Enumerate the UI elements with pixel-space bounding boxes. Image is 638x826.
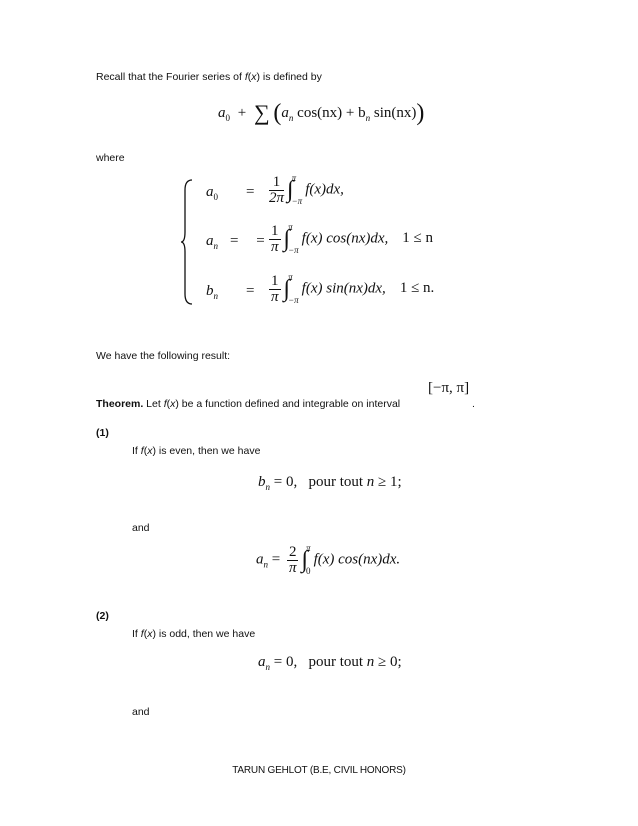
row2-lhs: a (206, 233, 214, 249)
case2-and: and (132, 706, 150, 718)
case1-label: (1) (96, 427, 109, 439)
theorem-line: Theorem. Let f(x) be a function defined and integrable on interval (96, 398, 401, 410)
case1-and: and (132, 522, 150, 534)
row-an (206, 233, 218, 251)
row3-rest: f(x) sin(nx)dx, (301, 280, 386, 297)
integral-sign: ∫ (301, 546, 309, 573)
row1-lhs: a (206, 184, 214, 200)
x-symbol: x (251, 71, 257, 83)
left-brace (180, 178, 194, 306)
series-middle: cos(nx) + b (297, 105, 366, 121)
case2-if: If (132, 628, 141, 640)
row3-up: π (288, 272, 293, 282)
row3-cond: 1 ≤ n. (399, 280, 435, 297)
row2-cond: 1 ≤ n (402, 230, 434, 247)
case1-lo: 0 (306, 566, 311, 576)
row2-eq: = = (230, 233, 265, 249)
row-bn (206, 283, 218, 301)
row3-rhs (266, 273, 434, 305)
an-symbol: a (281, 105, 289, 121)
row1-eq: = (246, 184, 255, 200)
a0-sub: 0 (225, 113, 230, 123)
theorem-interval: [−π, π] (428, 380, 470, 396)
case1-up: π (306, 543, 311, 553)
row1-den: 2π (269, 189, 285, 206)
row3-num: 1 (271, 272, 279, 289)
page-footer: TARUN GEHLOT (B.E, CIVIL HONORS) (232, 765, 406, 776)
fx-symbol: f (163, 398, 167, 410)
row2-num: 1 (271, 222, 279, 239)
case1-if: If (132, 445, 141, 457)
case1-num: 2 (288, 543, 297, 560)
intro-text: Recall that the Fourier series of (96, 71, 245, 83)
case1-rest: f(x) cos(nx)dx. (313, 551, 401, 568)
row3-sub: n (213, 291, 218, 301)
row1-up: π (291, 173, 297, 183)
row2-rest: f(x) cos(nx)dx, (301, 230, 389, 247)
integral-sign: ∫ (283, 225, 291, 252)
case2-label: (2) (96, 610, 109, 622)
row3-eq: = (246, 283, 255, 299)
integral-sign: ∫ (283, 275, 291, 302)
coefficient-system (180, 173, 460, 308)
fx-symbol: f (140, 628, 144, 640)
case1-text: is even, then we have (155, 445, 261, 457)
row-a0 (206, 184, 218, 202)
x-symbol: x (147, 445, 153, 457)
plus-sign: + (237, 105, 247, 121)
intro-post: is defined by (260, 71, 322, 83)
row1-lo: −π (291, 196, 303, 206)
row1-num: 1 (269, 175, 284, 191)
row3-lo: −π (288, 295, 299, 305)
row1-sub: 0 (213, 192, 218, 202)
row3-lhs: b (206, 283, 214, 299)
case1-eq1b: ≥ 1; (378, 474, 402, 490)
case2-text: is odd, then we have (155, 628, 256, 640)
case1-eq1: = 0, pour tout (273, 474, 367, 490)
case1-den: π (288, 559, 297, 576)
case2-an-formula: $a_n = 0$, pour tout n ≥ 0; (258, 654, 402, 672)
row2-sub: n (213, 241, 218, 251)
fx-symbol: f (140, 445, 144, 457)
case1-an-formula: $a_n$ = $\frac{2}{\pi}$ ∫ π 0 f(x) cos(nx)dx. (256, 543, 401, 576)
row2-rhs (266, 223, 433, 255)
x-symbol: x (170, 398, 176, 410)
row1-rhs (266, 174, 344, 206)
integral-sign: ∫ (287, 176, 294, 203)
series-end: sin(nx) (373, 105, 417, 121)
row1-rest: f(x)dx, (305, 181, 344, 198)
case1-line: If f(x) is even, then we have (132, 445, 261, 457)
case2-eq1b: ≥ 0; (378, 654, 402, 670)
theorem-pre: Let (143, 398, 164, 410)
row2-up: π (288, 222, 293, 232)
fx-symbol: f (244, 71, 248, 83)
theorem-post: be a function defined and integrable on interval (178, 398, 401, 410)
row2-den: π (270, 238, 279, 255)
case1-bn-formula: $b_n = 0$, pour tout n ≥ 1; (258, 474, 402, 492)
sum-symbol: ∑ (253, 100, 270, 125)
a0-symbol: a (218, 105, 226, 121)
theorem-period: . (472, 398, 475, 410)
intro-line: Recall that the Fourier series of f(x) is defined by (96, 71, 322, 83)
x-symbol: x (147, 628, 153, 640)
theorem-label: Theorem. (96, 398, 144, 410)
row3-den: π (270, 288, 279, 305)
fourier-series-formula: $a_0$ + ∑ ($a_n$ $\cos(nx) + b_n$ sin(nx)) (218, 100, 425, 126)
case2-eq1: = 0, pour tout (273, 654, 367, 670)
result-line: We have the following result: (96, 350, 231, 362)
case2-line: If f(x) is odd, then we have (132, 628, 256, 640)
where-label: where (96, 152, 125, 164)
row2-lo: −π (288, 245, 299, 255)
